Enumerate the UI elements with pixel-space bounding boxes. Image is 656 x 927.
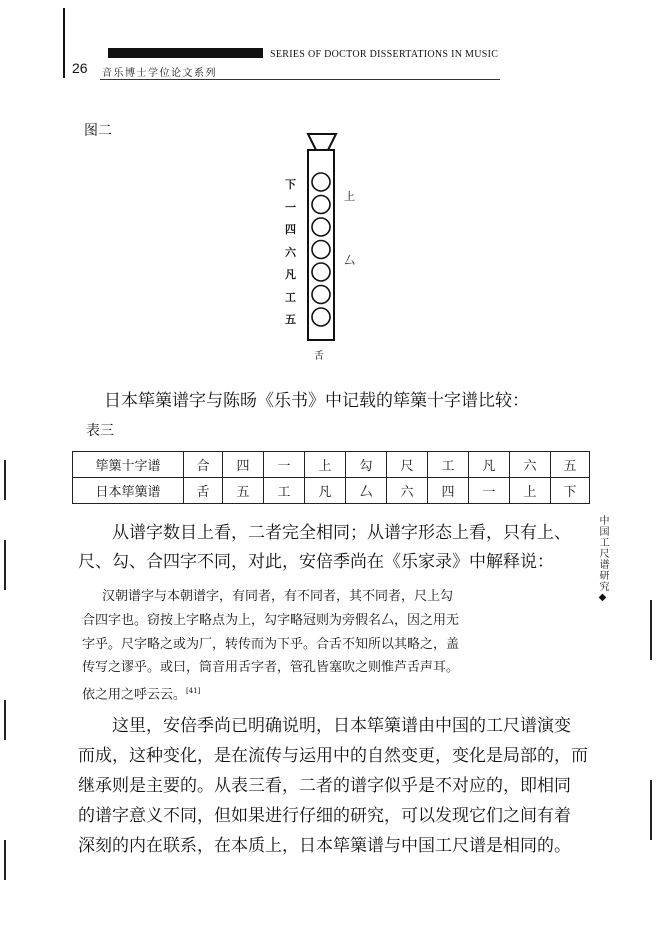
bottom-char: 舌 <box>314 351 324 362</box>
right-char-shang: 上 <box>344 190 355 203</box>
left-char: 一 <box>285 200 296 214</box>
finger-hole <box>312 173 330 191</box>
figure-label: 图二 <box>84 123 112 139</box>
table-cell: 合 <box>184 452 223 478</box>
table-cell: 工 <box>264 478 305 504</box>
finger-hole <box>312 286 330 304</box>
table-cell: 上 <box>305 452 346 478</box>
table-cell: 四 <box>223 452 264 478</box>
paragraph2-line: 这里，安倍季尚已明确说明，日本筚篥谱由中国的工尺谱演变 <box>112 716 571 736</box>
table-cell: 上 <box>510 478 551 504</box>
footnote-ref: [41] <box>186 687 201 695</box>
finger-hole <box>312 263 330 281</box>
row-header: 日本筚篥谱 <box>73 478 184 504</box>
table-cell: 凡 <box>305 478 346 504</box>
table-cell: 下 <box>551 478 590 504</box>
margin-rule <box>63 8 65 78</box>
table-cell: 尺 <box>387 452 428 478</box>
quote-line <box>82 680 200 706</box>
left-char: 四 <box>285 223 296 236</box>
table-cell: 四 <box>428 478 469 504</box>
quote-line: 传写之谬乎。或曰，筒音用舌字者，管孔皆塞吹之则惟芦舌声耳。 <box>82 660 460 675</box>
left-char: 工 <box>285 290 296 304</box>
table-row <box>73 478 590 504</box>
paragraph2-line: 继承则是主要的。从表三看，二者的谱字似乎是不对应的，即相同 <box>78 776 571 796</box>
table-cell: 五 <box>223 478 264 504</box>
table-cell: 舌 <box>184 478 223 504</box>
quote-text: 依之用之呼云云。 <box>82 687 187 703</box>
side-running-title: 中国工尺谱研究◆ <box>597 515 608 604</box>
page-number: 26 <box>72 60 88 76</box>
table-cell: 工 <box>428 452 469 478</box>
quote-line: 汉朝谱字与本朝谱字，有同者，有不同者，其不同者，尺上勾 <box>102 589 454 604</box>
quote-line: 字乎。尺字略之或为厂，转传而为下乎。合舌不知所以其略之，盖 <box>82 637 460 652</box>
scan-mark <box>650 780 652 840</box>
table-cell: 勾 <box>346 452 387 478</box>
paragraph2-line: 的谱字意义不同，但如果进行仔细的研究，可以发现它们之间有着 <box>78 806 571 826</box>
scan-mark <box>4 700 6 740</box>
finger-hole <box>312 218 330 236</box>
right-char-si: 厶 <box>344 254 355 267</box>
series-title-cn: 音乐博士学位论文系列 <box>102 68 217 79</box>
table-label: 表三 <box>86 423 114 439</box>
table-cell: 一 <box>264 452 305 478</box>
header-bar <box>108 48 263 58</box>
table-cell: 六 <box>387 478 428 504</box>
table-cell: 凡 <box>469 452 510 478</box>
finger-hole <box>312 241 330 259</box>
paragraph2-line: 而成，这种变化，是在流传与运用中的自然变更，变化是局部的，而 <box>78 746 588 766</box>
intro-line: 日本筚篥谱字与陈旸《乐书》中记载的筚篥十字谱比较： <box>104 391 529 411</box>
scan-mark <box>4 540 6 590</box>
reed-mouthpiece <box>308 134 336 150</box>
scan-mark <box>650 600 652 660</box>
paragraph1-line: 尺、勾、合四字不同，对此，安倍季尚在《乐家录》中解释说： <box>78 552 554 572</box>
scan-mark <box>4 840 6 880</box>
table-cell: 六 <box>510 452 551 478</box>
row-header: 筚篥十字谱 <box>73 452 184 478</box>
table-cell: 一 <box>469 478 510 504</box>
header-divider <box>100 79 500 80</box>
left-char: 六 <box>285 245 296 259</box>
finger-hole <box>312 196 330 214</box>
table-cell: 五 <box>551 452 590 478</box>
comparison-table <box>72 451 590 504</box>
left-char: 下 <box>285 178 296 191</box>
left-char: 五 <box>285 313 296 326</box>
series-title-en: SERIES OF DOCTOR DISSERTATIONS IN MUSIC <box>270 49 499 60</box>
left-char: 凡 <box>285 268 296 281</box>
scan-mark <box>4 460 6 500</box>
table-cell: 厶 <box>346 478 387 504</box>
paragraph1-line: 从谱字数目上看，二者完全相同；从谱字形态上看，只有上、 <box>112 523 571 543</box>
table-row <box>73 452 590 478</box>
quote-line: 合四字也。窃按上字略点为上，勾字略冠则为旁假名厶，因之用无 <box>82 613 460 628</box>
finger-hole <box>312 308 330 326</box>
paragraph2-line: 深刻的内在联系，在本质上，日本筚篥谱与中国工尺谱是相同的。 <box>78 836 571 856</box>
